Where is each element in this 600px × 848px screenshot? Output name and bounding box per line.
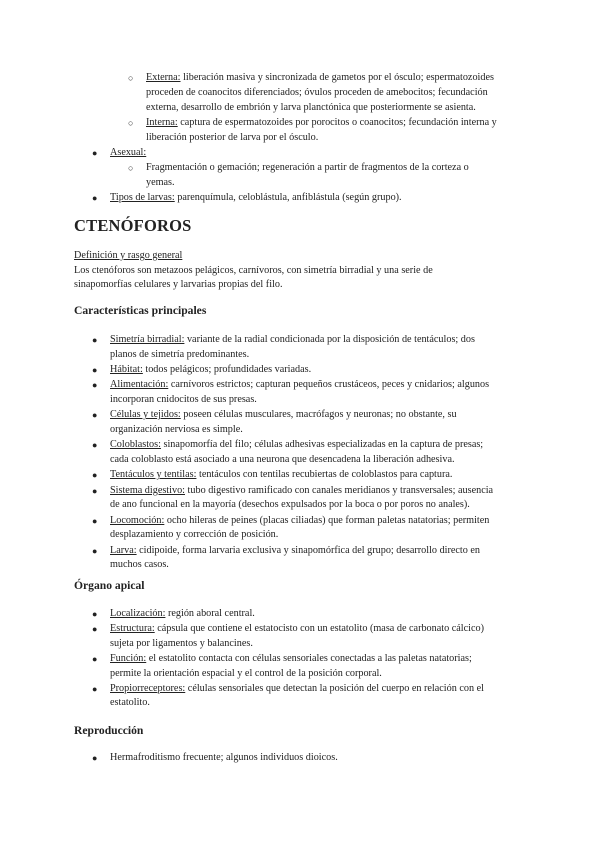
list-item-text: sinapomorfía del filo; células adhesivas especializadas en la captura de presas; bbox=[160, 439, 484, 451]
list-item-text: carnívoros estrictos; capturan pequeños crustáceos, peces y cnidarios; algunos bbox=[168, 379, 490, 391]
list-item: Hermafroditismo frecuente; algunos individuos dioicos. bbox=[110, 752, 338, 763]
definition-line-2: sinapomorfías celulares y larvarias propias del filo. bbox=[74, 279, 283, 290]
definition-label: Definición y rasgo general bbox=[74, 250, 183, 261]
bullet: ● bbox=[92, 380, 98, 391]
list-item-continuation: cada coloblasto está asociado a una neurona que desencadena la liberación adhesiva. bbox=[110, 454, 455, 465]
list-item-continuation: estatolito. bbox=[110, 697, 150, 709]
list-item bbox=[110, 468, 452, 482]
interna-line-2: liberación posterior de larva por el ósculo. bbox=[146, 132, 319, 143]
bullet: ● bbox=[92, 335, 98, 345]
externa-line-3: externa, desarrollo de embrión y larva planctónica que posteriormente se asienta. bbox=[146, 102, 476, 113]
list-item-text: cidipoide, forma larvaria exclusiva y sinapomórfica del grupo; desarrollo directo en bbox=[136, 544, 481, 556]
list-item-label: Locomoción: bbox=[110, 514, 165, 526]
bullet: ● bbox=[92, 148, 98, 158]
sub-bullet: ○ bbox=[128, 73, 134, 83]
asexual-label: Asexual: bbox=[110, 147, 147, 158]
bullet: ● bbox=[92, 609, 98, 619]
list-item-label: Tentáculos y tentilas: bbox=[110, 469, 197, 481]
list-item-continuation: planos de simetría predominantes. bbox=[110, 348, 250, 360]
list-item bbox=[110, 484, 493, 498]
list-item-label: Sistema digestivo: bbox=[110, 484, 185, 496]
bullet: ● bbox=[92, 545, 98, 556]
list-item-text: ocho hileras de peines (placas ciliadas) que forman paletas natatorias; permiten bbox=[164, 514, 490, 526]
list-item-continuation: incorporan cnidocitos de sus presas. bbox=[110, 394, 257, 405]
externa-label: Externa: bbox=[146, 72, 181, 83]
list-item-label: Células y tejidos: bbox=[110, 409, 181, 421]
list-item-text: región aboral central. bbox=[165, 608, 255, 619]
interna-label: Interna: bbox=[146, 117, 178, 128]
asexual-sub-line-2: yemas. bbox=[146, 177, 175, 188]
list-item-label: Estructura: bbox=[110, 623, 155, 635]
bullet: ● bbox=[92, 683, 98, 694]
bullet: ● bbox=[92, 624, 98, 635]
larvas-text: parenquímula, celoblástula, anfiblástula (según grupo). bbox=[174, 192, 402, 203]
list-item-text: cápsula que contiene el estatocisto con un estatolito (masa de carbonato cálcico) bbox=[154, 623, 484, 635]
definition-line: Los ctenóforos son metazoos pelágicos, carnívoros, con simetría birradial y una serie de bbox=[74, 265, 433, 276]
bullet: ● bbox=[92, 410, 98, 421]
list-item-text: variante de la radial condicionada por la disposición de tentáculos; dos bbox=[184, 334, 475, 345]
list-item-text: tentáculos con tentilas recubiertas de coloblastos para captura. bbox=[196, 469, 453, 481]
bullet: ● bbox=[92, 653, 98, 664]
list-item-text: el estatolito contacta con células sensoriales conectadas a las paletas natatorias; bbox=[146, 652, 472, 664]
sub-bullet: ○ bbox=[128, 118, 134, 128]
list-item-label: Coloblastos: bbox=[110, 439, 161, 451]
bullet: ● bbox=[92, 365, 98, 375]
bullet: ● bbox=[92, 485, 98, 496]
list-item-label: Larva: bbox=[110, 544, 137, 556]
list-item-text: células sensoriales que detectan la posición del cuerpo en relación con el bbox=[185, 682, 484, 694]
list-item-label: Hábitat: bbox=[110, 364, 143, 375]
list-item bbox=[110, 652, 472, 666]
larvas-line bbox=[110, 191, 402, 205]
externa-line-2: proceden de coanocitos diferenciados; óvulos proceden de amebocitos; fecundación bbox=[146, 87, 488, 98]
list-item-continuation: sujeta por ligamentos y balancines. bbox=[110, 637, 253, 649]
externa-text: liberación masiva y sincronizada de gametos por el ósculo; espermatozoides bbox=[180, 72, 494, 83]
bullet: ● bbox=[92, 515, 98, 526]
list-item-continuation: desplazamiento y corrección de posición. bbox=[110, 529, 279, 541]
list-item-label: Propiorreceptores: bbox=[110, 682, 186, 694]
list-item bbox=[110, 378, 489, 392]
list-item bbox=[110, 438, 483, 452]
characteristics-heading: Características principales bbox=[74, 304, 207, 317]
list-item bbox=[110, 682, 484, 696]
bullet: ● bbox=[92, 440, 98, 451]
list-item-label: Función: bbox=[110, 652, 147, 664]
section-title: CTENÓFOROS bbox=[74, 216, 192, 235]
list-item bbox=[110, 333, 475, 347]
list-item bbox=[110, 622, 484, 636]
larvas-label: Tipos de larvas: bbox=[110, 192, 175, 203]
apical-organ-heading: Órgano apical bbox=[74, 579, 145, 592]
list-item bbox=[110, 363, 311, 377]
list-item-continuation: muchos casos. bbox=[110, 559, 169, 571]
list-item-continuation: de ano funcional en la mayoría (desechos expulsados por la boca o por poros no anales). bbox=[110, 499, 470, 511]
list-item-text: todos pelágicos; profundidades variadas. bbox=[142, 364, 312, 375]
list-item-continuation: permite la orientación espacial y el control de la posición corporal. bbox=[110, 667, 382, 679]
list-item bbox=[110, 408, 457, 422]
list-item bbox=[110, 544, 480, 558]
asexual-sub-line: Fragmentación o gemación; regeneración a partir de fragmentos de la corteza o bbox=[146, 162, 469, 173]
list-item-text: tubo digestivo ramificado con canales meridianos y transversales; ausencia bbox=[185, 484, 494, 496]
list-item-label: Simetría birradial: bbox=[110, 334, 185, 345]
bullet: ● bbox=[92, 193, 98, 203]
reproduction-heading: Reproducción bbox=[74, 724, 144, 737]
list-item-label: Alimentación: bbox=[110, 379, 169, 391]
bullet: ● bbox=[92, 753, 98, 763]
asexual-line bbox=[110, 146, 146, 160]
list-item-continuation: organización nerviosa es simple. bbox=[110, 424, 243, 435]
interna-line bbox=[146, 116, 497, 130]
list-item bbox=[110, 514, 489, 528]
list-item-text: poseen células musculares, macrófagos y neuronas; no obstante, su bbox=[180, 409, 457, 421]
externa-line bbox=[146, 71, 494, 85]
interna-text: captura de espermatozoides por porocitos o coanocitos; fecundación interna y bbox=[177, 117, 497, 128]
sub-bullet: ○ bbox=[128, 163, 134, 173]
list-item bbox=[110, 607, 255, 621]
bullet: ● bbox=[92, 470, 98, 481]
list-item-label: Localización: bbox=[110, 608, 166, 619]
